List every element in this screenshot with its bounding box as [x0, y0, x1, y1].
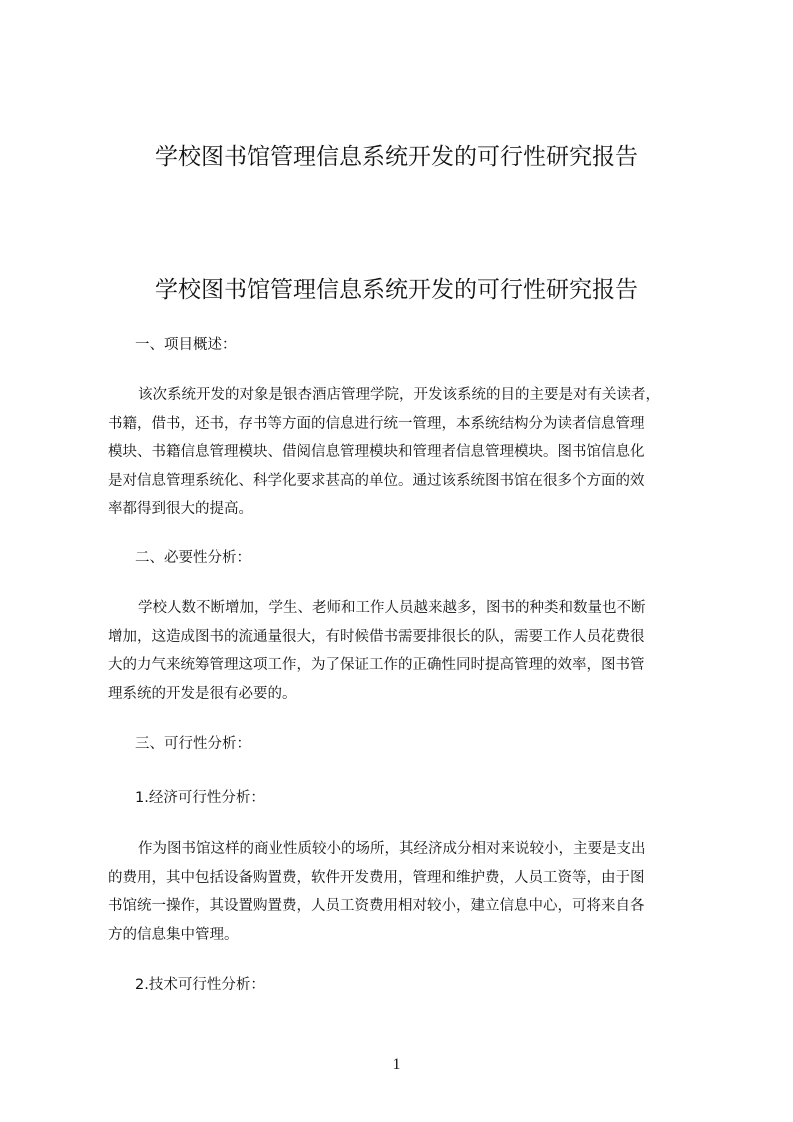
paragraph-overview	[108, 381, 693, 524]
paragraph-line: 该次系统开发的对象是银杏酒店管理学院，开发该系统的目的主要是对有关读者，	[138, 387, 660, 403]
paragraph-necessity	[108, 594, 693, 708]
paragraph-line: 理系统的开发是很有必要的。	[108, 685, 297, 702]
section-heading-economic: 1.经济可行性分析：	[135, 790, 265, 806]
section-heading-necessity: 二、必要性分析：	[135, 550, 251, 566]
paragraph-line: 的费用，其中包括设备购置费，软件开发费用，管理和维护费，人员工资等，由于图	[108, 869, 645, 886]
section-heading-overview: 一、项目概述：	[135, 337, 237, 353]
paragraph-line: 增加，这造成图书的流通量很大，有时候借书需要排很长的队，需要工作人员花费很	[108, 628, 645, 645]
cover-title: 学校图书馆管理信息系统开发的可行性研究报告	[155, 144, 638, 170]
paragraph-line: 学校人数不断增加，学生、老师和工作人员越来越多，图书的种类和数量也不断	[138, 600, 646, 616]
paragraph-line: 书籍，借书，还书，存书等方面的信息进行统一管理，本系统结构分为读者信息管理	[108, 415, 645, 432]
section-heading-feasibility: 三、可行性分析：	[135, 736, 251, 752]
paragraph-line: 模块、书籍信息管理模块、借阅信息管理模块和管理者信息管理模块。图书馆信息化	[108, 444, 645, 460]
paragraph-line: 作为图书馆这样的商业性质较小的场所，其经济成分相对来说较小，主要是支出	[138, 841, 646, 857]
paragraph-line: 书馆统一操作，其设置购置费，人员工资费用相对较小，建立信息中心，可将来自各	[108, 898, 645, 914]
paragraph-line: 大的力气来统筹管理这项工作，为了保证工作的正确性同时提高管理的效率，图书管	[108, 657, 645, 673]
paragraph-line: 是对信息管理系统化、科学化要求甚高的单位。通过该系统图书馆在很多个方面的效	[108, 472, 645, 489]
paragraph-line: 率都得到很大的提高。	[108, 501, 253, 517]
page-number: 1	[392, 1056, 401, 1073]
paragraph-economic	[108, 835, 693, 949]
section-heading-technical: 2.技术可行性分析：	[135, 977, 265, 993]
main-title: 学校图书馆管理信息系统开发的可行性研究报告	[155, 277, 638, 303]
paragraph-line: 方的信息集中管理。	[108, 926, 239, 943]
